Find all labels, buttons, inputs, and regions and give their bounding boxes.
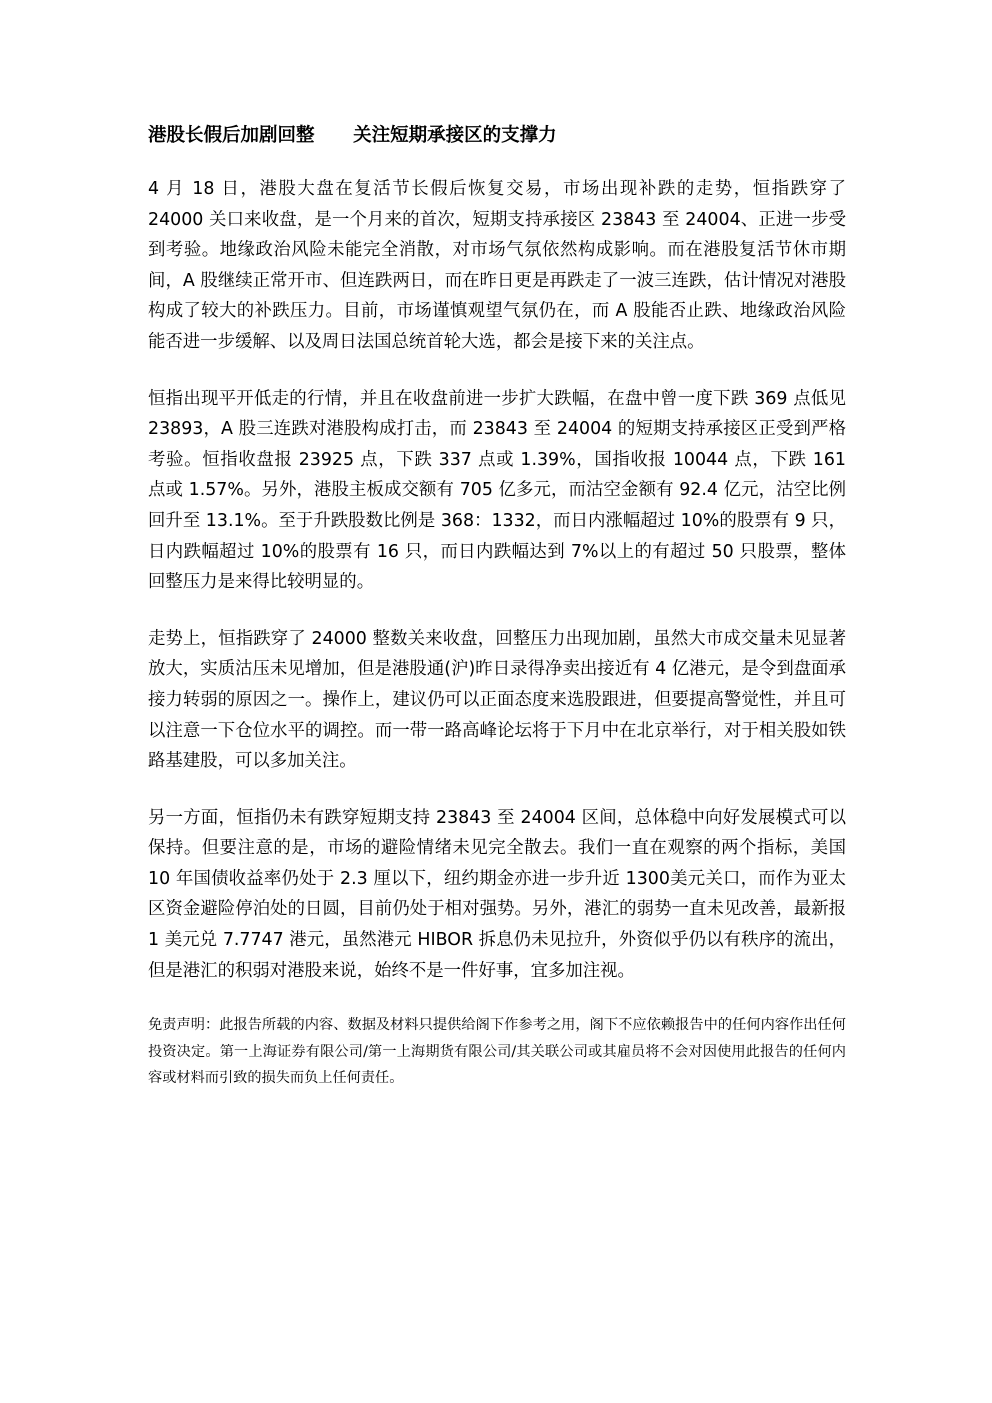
paragraph-market-overview: 4 月 18 日，港股大盘在复活节长假后恢复交易，市场出现补跌的走势，恒指跌穿了 24000 关口来收盘，是一个月来的首次，短期支持承接区 23843 至 24004、正进一步受到考验。地缘政治风险未能完全消散，对市场气氛依然构成影响。而在港股复活节休市期间，A 股继续正常开市、但连跌两日，而在昨日更是再跌走了一波三连跌，估计情况对港股构成了较大的补跌压力。目前，市场谨慎观望气氛仍在，而 A 股能否止跌、地缘政治风险能否进一步缓解、以及周日法国总统首轮大选，都会是接下来的关注点。 (148, 179, 846, 352)
paragraph-outlook: 另一方面，恒指仍未有跌穿短期支持 23843 至 24004 区间，总体稳中向好发展模式可以保持。但要注意的是，市场的避险情绪未见完全散去。我们一直在观察的两个指标，美国 10 年国债收益率仍处于 2.3 厘以下，纽约期金亦进一步升近 1300美元关口，而作为亚太区资金避险停泊处的日圆，目前仍处于相对强势。另外，港汇的弱势一直未见改善，最新报 1 美元兑 7.7747 港元，虽然港元 HIBOR 拆息仍未见拉升，外资似乎仍以有秩序的流出，但是港汇的积弱对港股来说，始终不是一件好事，宜多加注视。 (148, 807, 846, 981)
disclaimer: 免责声明：此报告所载的内容、数据及材料只提供给阁下作参考之用，阁下不应依赖报告中的任何内容作出任何投资决定。第一上海证券有限公司/第一上海期货有限公司/其关联公司或其雇员将不会对因使用此报告的任何内容或材料而引致的损失而负上任何责任。 (148, 1017, 846, 1087)
paragraph-trend-analysis: 走势上，恒指跌穿了 24000 整数关来收盘，回整压力出现加剧，虽然大市成交量未见显著放大，实质沽压未见增加，但是港股通(沪)昨日录得净卖出接近有 4 亿港元，是令到盘面承接力转弱的原因之一。操作上，建议仍可以正面态度来选股跟进，但要提高警觉性，并且可以注意一下仓位水平的调控。而一带一路高峰论坛将于下月中在北京举行，对于相关股如铁路基建股，可以多加关注。 (148, 628, 846, 772)
document-page (148, 120, 846, 1092)
document-title: 港股长假后加剧回整 关注短期承接区的支撑力 (148, 125, 557, 146)
paragraph-index-performance: 恒指出现平开低走的行情，并且在收盘前进一步扩大跌幅，在盘中曾一度下跌 369 点低见 23893，A 股三连跌对港股构成打击，而 23843 至 24004 的短期支持承接区正受到严格考验。恒指收盘报 23925 点，下跌 337 点或 1.39%，国指收报 10044 点，下跌 161 点或 1.57%。另外，港股主板成交额有 705 亿多元，而沽空金额有 92.4 亿元，沽空比例回升至 13.1%。至于升跌股数比例是 368：1332，而日内涨幅超过 10%的股票有 9 只，日内跌幅超过 10%的股票有 16 只，而日内跌幅达到 7%以上的有超过 50 只股票，整体回整压力是来得比较明显的。 (148, 388, 846, 593)
